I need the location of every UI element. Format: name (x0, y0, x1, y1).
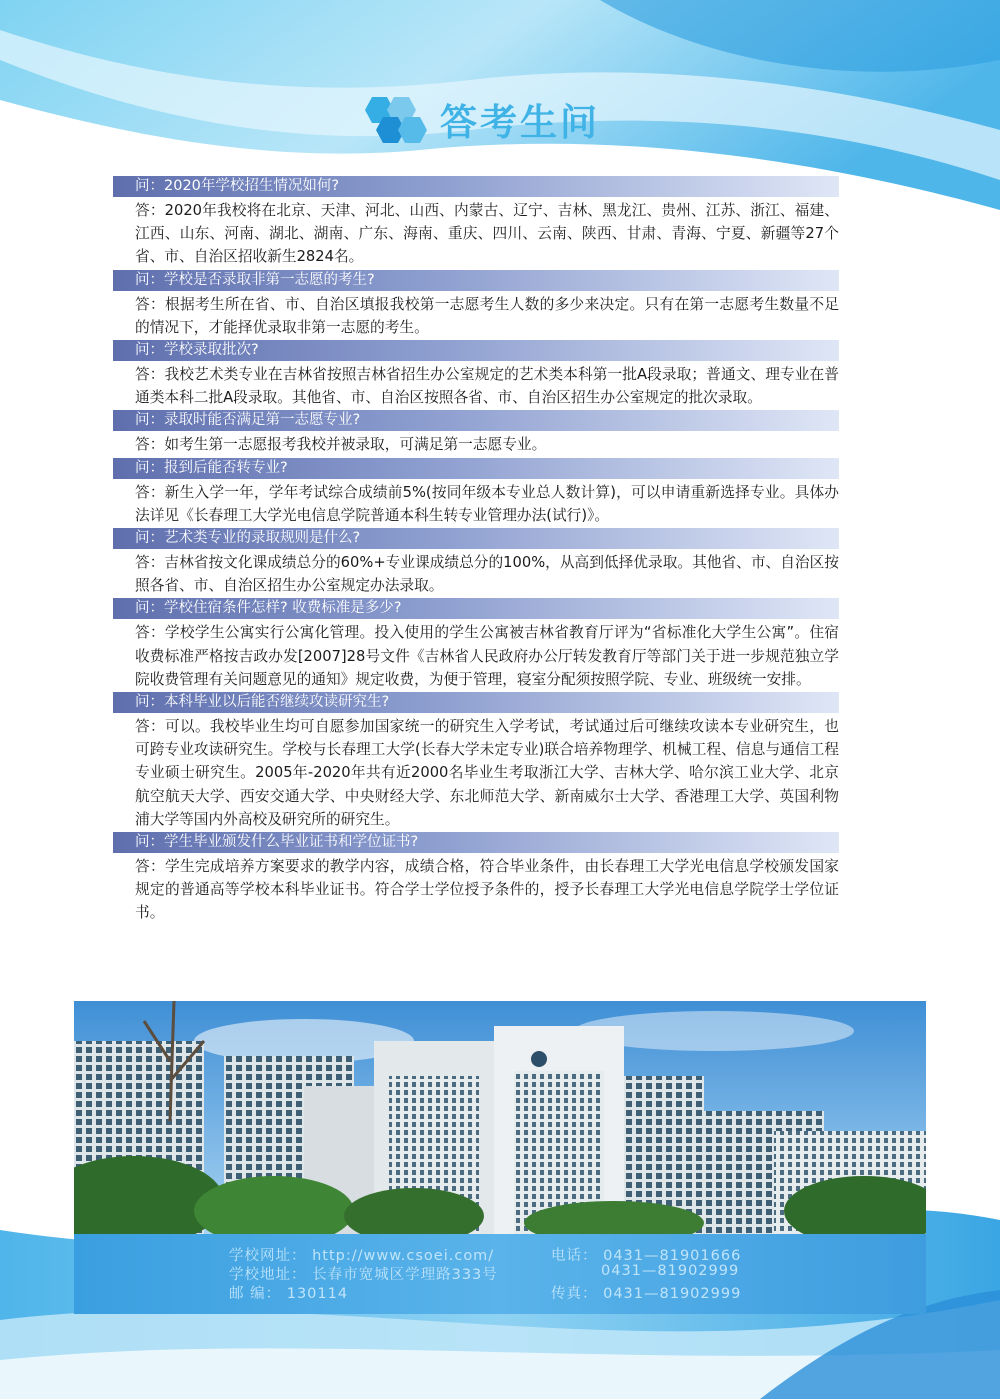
faq-question: 问：艺术类专业的录取规则是什么? (113, 528, 839, 549)
phone-text-2: 0431—81902999 (601, 1263, 740, 1279)
faq-item (113, 458, 839, 527)
faq-answer: 答：可以。我校毕业生均可自愿参加国家统一的研究生入学考试，考试通过后可继续攻读本专业研究生，也可跨专业攻读研究生。学校与长春理工大学(长春大学未定专业)联合培养物理学、机械工程、信息与通信工程专业硕士研究生。2005年-2020年共有近2000名毕业生考取浙江大学、吉林大学、哈尔滨工业大学、北京航空航天大学、西安交通大学、中央财经大学、东北师范大学、新南威尔士大学、香港理工大学、英国利物浦大学等国内外高校及研究所的研究生。 (135, 718, 839, 828)
faq-question: 问：本科毕业以后能否继续攻读研究生? (113, 692, 839, 713)
website-text: 学校网址： http://www.csoei.com/ (229, 1248, 495, 1264)
faq-answer: 答：新生入学一年，学年考试综合成绩前5%(按同年级本专业总人数计算)，可以申请重新选择专业。具体办法详见《长春理工大学光电信息学院普通本科生转专业管理办法(试行)》。 (135, 483, 839, 524)
faq-item (113, 528, 839, 597)
page-title: 答考生问 (440, 101, 600, 144)
faq-answer: 答：学校学生公寓实行公寓化管理。投入使用的学生公寓被吉林省教育厅评为“省标准化大学生公寓”。住宿收费标准严格按吉政办发[2007]28号文件《吉林省人民政府办公厅转发教育厅等部门关于进一步规范独立学院收费管理有关问题意见的通知》规定收费，为便于管理，寝室分配须按照学院、专业、班级统一安排。 (135, 624, 839, 688)
phone-text: 电话： 0431—81901666 (551, 1248, 742, 1264)
faq-answer: 答：2020年我校将在北京、天津、河北、山西、内蒙古、辽宁、吉林、黑龙江、贵州、江苏、浙江、福建、江西、山东、河南、湖北、湖南、广东、海南、重庆、四川、云南、陕西、甘肃、青海、宁夏、新疆等27个省、市、自治区招收新生2824名。 (135, 202, 839, 266)
faq-item (113, 832, 839, 925)
faq-question: 问：学校住宿条件怎样? 收费标准是多少? (113, 598, 839, 619)
faq-answer: 答：学生完成培养方案要求的教学内容，成绩合格，符合毕业条件，由长春理工大学光电信息学校颁发国家规定的普通高等学校本科毕业证书。符合学士学位授予条件的，授予长春理工大学光电信息学院学士学位证书。 (135, 858, 839, 922)
faq-answer: 答：我校艺术类专业在吉林省按照吉林省招生办公室规定的艺术类本科第一批A段录取；普通文、理专业在普通类本科二批A段录取。其他省、市、自治区按照各省、市、自治区招生办公室规定的批次录取。 (135, 366, 839, 407)
fax-text: 传真： 0431—81902999 (551, 1286, 742, 1302)
contact-band (74, 1234, 926, 1314)
faq-answer: 答：如考生第一志愿报考我校并被录取，可满足第一志愿专业。 (135, 436, 547, 454)
campus-building-photo (74, 1001, 926, 1234)
faq-item (113, 598, 839, 691)
faq-question: 问：学校是否录取非第一志愿的考生? (113, 270, 839, 291)
address-text: 学校地址： 长春市宽城区学理路333号 (229, 1267, 498, 1283)
faq-answer: 答：根据考生所在省、市、自治区填报我校第一志愿考生人数的多少来决定。只有在第一志愿考生数量不足的情况下，才能择优录取非第一志愿的考生。 (135, 295, 839, 336)
faq-question: 问：2020年学校招生情况如何? (113, 176, 839, 197)
faq-item (113, 176, 839, 269)
faq-list (113, 176, 839, 926)
faq-question: 问：学生毕业颁发什么毕业证书和学位证书? (113, 832, 839, 853)
postcode-text: 邮 编： 130114 (229, 1286, 349, 1302)
faq-question: 问：学校录取批次? (113, 340, 839, 361)
faq-item (113, 410, 839, 456)
faq-item (113, 270, 839, 339)
faq-question: 问：录取时能否满足第一志愿专业? (113, 410, 839, 431)
faq-item (113, 340, 839, 409)
faq-question: 问：报到后能否转专业? (113, 458, 839, 479)
faq-item (113, 692, 839, 831)
hexagon-logo-icon (352, 92, 432, 152)
campus-building-illustration (74, 1001, 926, 1234)
faq-answer: 答：吉林省按文化课成绩总分的60%+专业课成绩总分的100%，从高到低择优录取。其他省、市、自治区按照各省、市、自治区招生办公室规定办法录取。 (135, 554, 839, 595)
